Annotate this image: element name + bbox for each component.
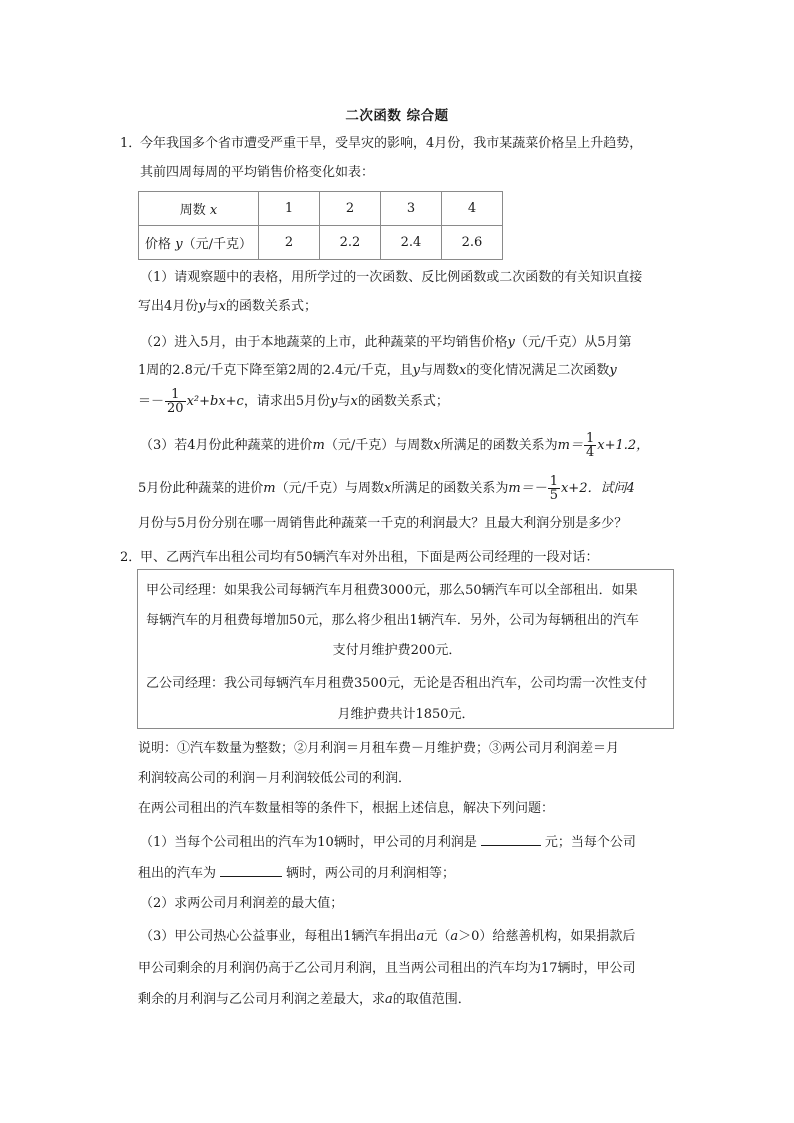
q2-part1-line2: 租出的汽车为 辆时，两公司的月利润相等；: [138, 866, 456, 881]
answer-blank: [220, 864, 282, 877]
table-cell: 2: [320, 192, 381, 226]
table-cell: 2.4: [381, 226, 442, 260]
table-cell: 2.2: [320, 226, 381, 260]
q1-part1-line1: （1）请观察题中的表格，用所学过的一次函数、反比例函数或二次函数的有关知识直接: [140, 270, 643, 285]
table-cell: 3: [381, 192, 442, 226]
dialog-line: 每辆汽车的月租费每增加50元，那么将少租出1辆汽车．另外，公司为每辆租出的汽车: [146, 613, 639, 628]
q1-part2-line2: 1周的2.8元/千克下降至第2周的2.4元/千克，且y与周数x的变化情况满足二次函数y: [138, 363, 617, 378]
q2-condition: 在两公司租出的汽车数量相等的条件下，根据上述信息，解决下列问题：: [138, 801, 555, 816]
q1-part3-line1: （3）若4月份此种蔬菜的进价m（元/千克）与周数x所满足的函数关系为m＝ $\frac{1}{4}$ x+1.2，: [140, 431, 650, 460]
page-title: 二次函数 综合题: [345, 108, 449, 124]
q1-intro-line1: 今年我国多个省市遭受严重干旱，受旱灾的影响，4月份，我市某蔬菜价格呈上升趋势，: [140, 136, 643, 151]
q1-part3-line3: 月份与5月份分别在哪一周销售此种蔬菜一千克的利润最大？且最大利润分别是多少？: [138, 516, 628, 531]
q1-number: 1．: [120, 136, 142, 151]
q2-part3-line2: 甲公司剩余的月利润仍高于乙公司月利润，且当两公司租出的汽车均为17辆时，甲公司: [138, 961, 636, 976]
table-header-cell: 价格 y（元/千克）: [139, 226, 259, 260]
table-row: [139, 192, 503, 226]
table-cell: 2.6: [442, 226, 503, 260]
dialog-line: 乙公司经理：我公司每辆汽车月租费3500元，无论是否租出汽车，公司均需一次性支付: [146, 676, 648, 691]
fraction: $\frac{1}{5}$: [549, 474, 558, 503]
q1-part2-line3: ＝－ $\frac{1}{20}$ x²+bx+c，请求出5月份y与x的函数关系式；: [138, 387, 449, 416]
q2-part3-line1: （3）甲公司热心公益事业，每租出1辆汽车捐出a元（a＞0）给慈善机构，如果捐款后: [140, 929, 636, 944]
dialog-line: 甲公司经理：如果我公司每辆汽车月租费3000元，那么50辆汽车可以全部租出．如果: [146, 583, 638, 598]
dialog-line: 月维护费共计1850元．: [337, 707, 475, 722]
q1-intro-line2: 其前四周每周的平均销售价格变化如表：: [140, 165, 375, 180]
answer-blank: [481, 833, 541, 846]
q2-number: 2．: [120, 550, 142, 565]
q1-part2-line1: （2）进入5月，由于本地蔬菜的上市，此种蔬菜的平均销售价格y（元/千克）从5月第: [140, 335, 632, 350]
q2-part1-line1: （1）当每个公司租出的汽车为10辆时，甲公司的月利润是 元；当每个公司: [140, 835, 636, 850]
table-cell: 4: [442, 192, 503, 226]
fraction: $\frac{1}{4}$: [585, 431, 595, 460]
q2-part2: （2）求两公司月利润差的最大值；: [140, 896, 344, 911]
q2-note-line1: 说明：①汽车数量为整数；②月利润＝月租车费－月维护费；③两公司月利润差＝月: [138, 741, 620, 756]
table-row: [139, 226, 503, 260]
fraction: $\frac{1}{20}$: [167, 387, 184, 416]
q1-part3-line2: 5月份此种蔬菜的进价m（元/千克）与周数x所满足的函数关系为m＝－ $\frac{1}{5}$ x+2．试问4: [138, 474, 635, 503]
table-cell: 2: [259, 226, 320, 260]
table-cell: 1: [259, 192, 320, 226]
q2-intro: 甲、乙两汽车出租公司均有50辆汽车对外出租，下面是两公司经理的一段对话：: [140, 550, 599, 565]
q1-part1-line2: 写出4月份y与x的函数关系式；: [138, 299, 318, 314]
q2-part3-line3: 剩余的月利润与乙公司月利润之差最大，求a的取值范围．: [138, 992, 471, 1007]
dialog-line: 支付月维护费200元．: [332, 643, 462, 658]
price-table: [138, 191, 503, 260]
q2-note-line2: 利润较高公司的利润－月利润较低公司的利润．: [138, 771, 412, 786]
table-header-cell: 周数 x: [139, 192, 259, 226]
